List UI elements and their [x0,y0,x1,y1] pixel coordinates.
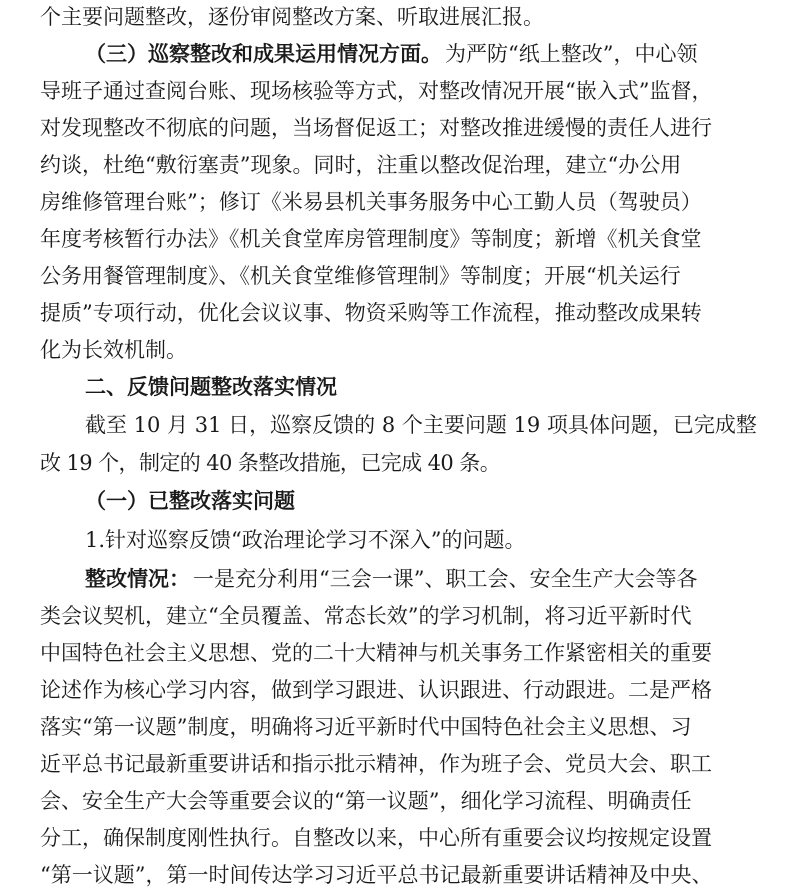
text-line [0,335,800,365]
text-line [0,601,800,631]
text-line [0,76,800,106]
text-line [0,39,800,69]
text-line [0,187,800,217]
line-text: 一是充分利用“三会一课”、职工会、安全生产大会等各 [193,567,698,591]
line-text: 约谈，杜绝“敷衍塞责”现象。同时，注重以整改促治理，建立“办公用 [40,153,682,177]
text-line [0,224,800,254]
line-text: 论述作为核心学习内容，做到学习跟进、认识跟进、行动跟进。二是严格 [40,678,712,702]
text-line [0,410,800,440]
text-line [0,448,800,478]
text-line [0,150,800,180]
text-line [0,675,800,705]
text-line [0,261,800,291]
line-text: 导班子通过查阅台账、现场核验等方式，对整改情况开展“嵌入式”监督， [40,79,713,103]
line-text: 公务用餐管理制度》、《机关食堂维修管理制》等制度；开展“机关运行 [40,264,681,288]
subsection-heading [0,486,800,516]
line-text: 近平总书记最新重要讲话和指示批示精神，作为班子会、党员大会、职工 [40,752,712,776]
heading-text: 二、反馈问题整改落实情况 [85,375,337,399]
section-lead: （三）巡察整改和成果运用情况方面。 [85,41,442,66]
text-line [0,749,800,779]
line-text: 分工，确保制度刚性执行。自整改以来，中心所有重要会议均按规定设置 [40,826,712,850]
text-line [0,298,800,328]
line-text: 会、安全生产大会等重要会议的“第一议题”，细化学习流程、明确责任 [40,789,692,813]
line-text: 化为长效机制。 [40,338,187,362]
line-text: 1.针对巡察反馈“政治理论学习不深入”的问题。 [85,528,526,552]
line-text: 房维修管理台账”；修订《米易县机关事务服务中心工勤人员（驾驶员） [40,190,702,214]
text-line [0,823,800,853]
inline-lead: 整改情况： [85,566,190,591]
line-text: 年度考核暂行办法》《机关食堂库房管理制度》等制度；新增《机关食堂 [40,227,702,251]
text-line [0,638,800,668]
text-line [0,712,800,742]
line-text: 改 19 个，制定的 40 条整改措施，已完成 40 条。 [40,451,501,475]
section-heading [0,372,800,402]
line-text: 中国特色社会主义思想、党的二十大精神与机关事务工作紧密相关的重要 [40,641,712,665]
text-line [0,113,800,143]
line-text: 提质”专项行动，优化会议议事、物资采购等工作流程，推动整改成果转 [40,301,702,325]
line-text: 为严防“纸上整改”，中心领 [445,42,698,66]
text-line [0,860,800,890]
line-text: 类会议契机，建立“全员覆盖、常态长效”的学习机制，将习近平新时代 [40,604,692,628]
text-line [0,786,800,816]
subsection-lead: （一）已整改落实问题 [85,488,295,513]
line-text: 截至 10 月 31 日，巡察反馈的 8 个主要问题 19 项具体问题，已完成整 [85,413,757,437]
line-text: 对发现整改不彻底的问题，当场督促返工；对整改推进缓慢的责任人进行 [40,116,712,140]
line-text: “第一议题”，第一时间传达学习习近平总书记最新重要讲话精神及中央、 [40,863,713,887]
text-line [0,2,800,32]
line-text: 个主要问题整改，逐份审阅整改方案、听取进展汇报。 [40,5,544,29]
line-text: 落实“第一议题”制度，明确将习近平新时代中国特色社会主义思想、习 [40,715,692,739]
text-line [0,564,800,594]
text-line [0,525,800,555]
